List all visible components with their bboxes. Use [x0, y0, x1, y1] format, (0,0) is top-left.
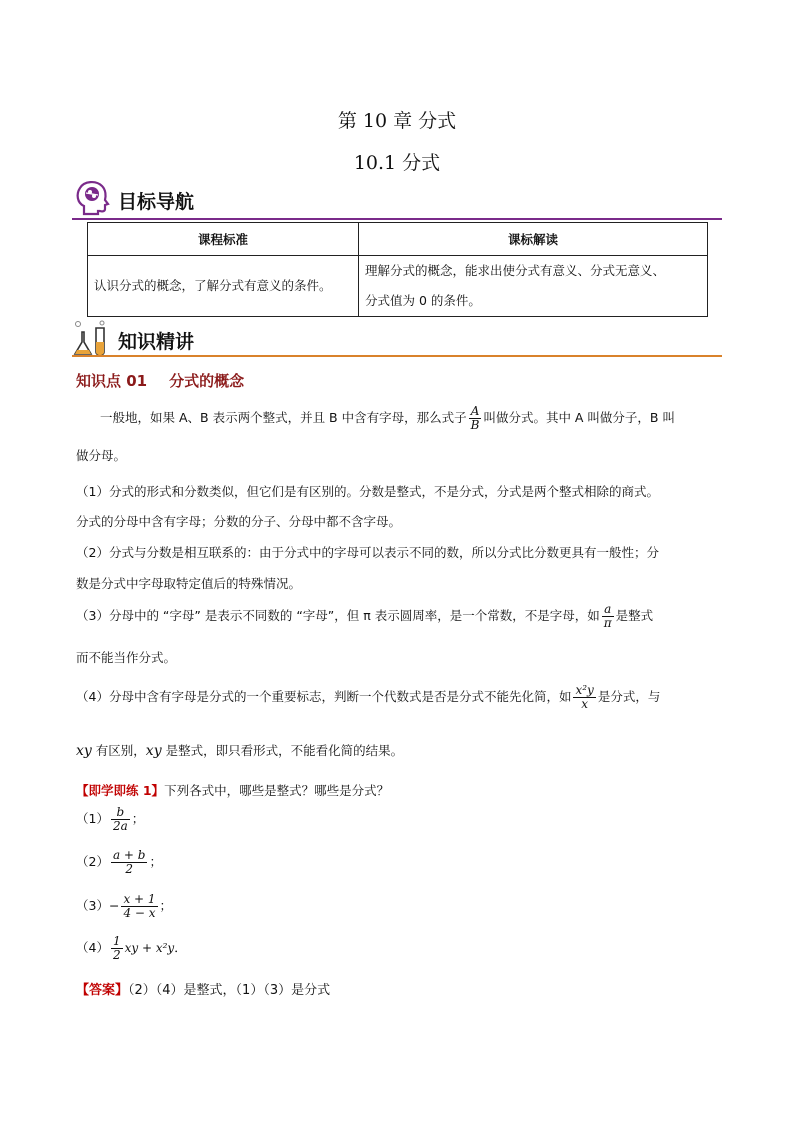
answer-line — [76, 979, 330, 998]
note4-line1 — [76, 684, 660, 711]
note4-post: 是整式，即只看形式，不能看化简的结果。 — [161, 743, 404, 758]
table-cell-standard: 认识分式的概念，了解分式有意义的条件。 — [88, 256, 359, 317]
note4-mid: 有区别， — [91, 743, 146, 758]
flask-icon — [72, 318, 112, 358]
frac-den: x — [581, 697, 589, 711]
table-cell-interpretation — [359, 256, 708, 317]
point-title: 分式的概念 — [169, 372, 245, 390]
frac-num: x + 1 — [123, 892, 156, 906]
answer-tag: 【答案】 — [76, 983, 129, 998]
frac-den: π — [603, 616, 612, 630]
note3-text: （3）分母中的 “字母” 是表示不同数的 “字母”，但 π 表示圆周率，是一个常数，不是字母，如 — [76, 608, 600, 623]
note4-text: （4）分母中含有字母是分式的一个重要标志，判断一个代数式是否是分式不能先化简，如 — [76, 689, 572, 704]
fraction-item-1 — [111, 806, 130, 833]
item-label: （3） — [76, 898, 109, 913]
item-suffix: ； — [159, 898, 173, 913]
var-xy: xy — [145, 743, 162, 759]
note4-text-post: 是分式，与 — [597, 689, 661, 704]
exercise-tag: 【即学即练 1】 — [76, 783, 165, 798]
fraction-a-over-pi — [602, 603, 614, 630]
fraction-item-2 — [111, 849, 148, 876]
exercise-item-4 — [76, 935, 187, 962]
note1-line1: （1）分式的形式和分数类似，但它们是有区别的。分数是整式，不是分式，分式是两个整式相除的商式。 — [76, 484, 659, 499]
fraction-item-4 — [111, 935, 123, 962]
table-header-interpretation: 课标解读 — [359, 223, 708, 256]
knowledge-heading: 知识精讲 — [118, 331, 195, 353]
answer-text: （2）（4）是整式，（1）（3）是分式 — [128, 983, 331, 998]
frac-num: 1 — [112, 934, 121, 948]
interpretation-line2: 分式值为 0 的条件。 — [365, 293, 481, 308]
frac-den: 2 — [125, 862, 134, 876]
exercise-question: 下列各式中，哪些是整式？哪些是分式？ — [164, 783, 390, 798]
minus-sign: − — [108, 898, 120, 913]
section-title: 10.1 分式 — [353, 152, 441, 174]
exercise-item-2 — [76, 849, 162, 876]
frac-den: B — [470, 418, 480, 432]
item-suffix: ； — [149, 854, 162, 869]
item-label: （1） — [76, 811, 109, 826]
nav-section-header — [72, 178, 722, 218]
exercise-item-3 — [76, 893, 172, 920]
fraction-x2y-over-x — [573, 684, 595, 711]
frac-num: b — [111, 806, 130, 820]
frac-num: x²y — [575, 683, 594, 697]
definition-line1 — [100, 405, 675, 432]
frac-den: 4 − x — [123, 906, 156, 920]
definition-text: 一般地，如果 A、B 表示两个整式，并且 B 中含有字母，那么式子 — [100, 410, 467, 425]
nav-heading: 目标导航 — [118, 191, 195, 213]
var-xy: xy — [76, 743, 92, 759]
item-suffix: ． — [174, 940, 187, 955]
item-label: （2） — [76, 854, 109, 869]
item-label: （4） — [76, 940, 109, 955]
nav-divider — [72, 218, 722, 220]
frac-num: a — [602, 603, 614, 617]
note2-line2: 数是分式中字母取特定值后的特殊情况。 — [76, 576, 302, 591]
frac-den: 2a — [112, 819, 128, 833]
knowledge-point-heading — [76, 370, 266, 391]
exercise-item-1 — [76, 806, 144, 833]
goals-table — [87, 222, 708, 317]
interpretation-line1: 理解分式的概念，能求出使分式有意义、分式无意义、 — [365, 263, 666, 278]
frac-num: a + b — [112, 848, 146, 862]
note3-text-post: 是整式 — [615, 608, 654, 623]
exercise-heading — [76, 781, 389, 799]
chapter-title: 第 10 章 分式 — [337, 110, 457, 132]
note3-line1 — [76, 603, 653, 630]
note4-line2 — [76, 741, 403, 759]
knowledge-divider — [72, 355, 722, 357]
definition-line2: 做分母。 — [76, 448, 127, 463]
note3-line2: 而不能当作分式。 — [76, 650, 177, 665]
item-suffix: ； — [131, 811, 145, 826]
brain-head-icon — [72, 178, 112, 218]
item-expression: xy + x²y — [124, 941, 175, 955]
note1-line2: 分式的分母中含有字母；分数的分子、分母中都不含字母。 — [76, 514, 402, 529]
frac-num: A — [469, 405, 482, 419]
note2-line1: （2）分式与分数是相互联系的：由于分式中的字母可以表示不同的数，所以分式比分数更具有一般性；分 — [76, 545, 659, 560]
fraction-a-over-b — [469, 405, 482, 432]
definition-text-post: 叫做分式。其中 A 叫做分子，B 叫 — [483, 410, 675, 425]
point-label: 知识点 01 — [76, 372, 148, 390]
table-header-standard: 课程标准 — [88, 223, 359, 256]
fraction-item-3 — [121, 893, 157, 920]
frac-den: 2 — [112, 948, 121, 962]
knowledge-section-header — [72, 318, 722, 358]
